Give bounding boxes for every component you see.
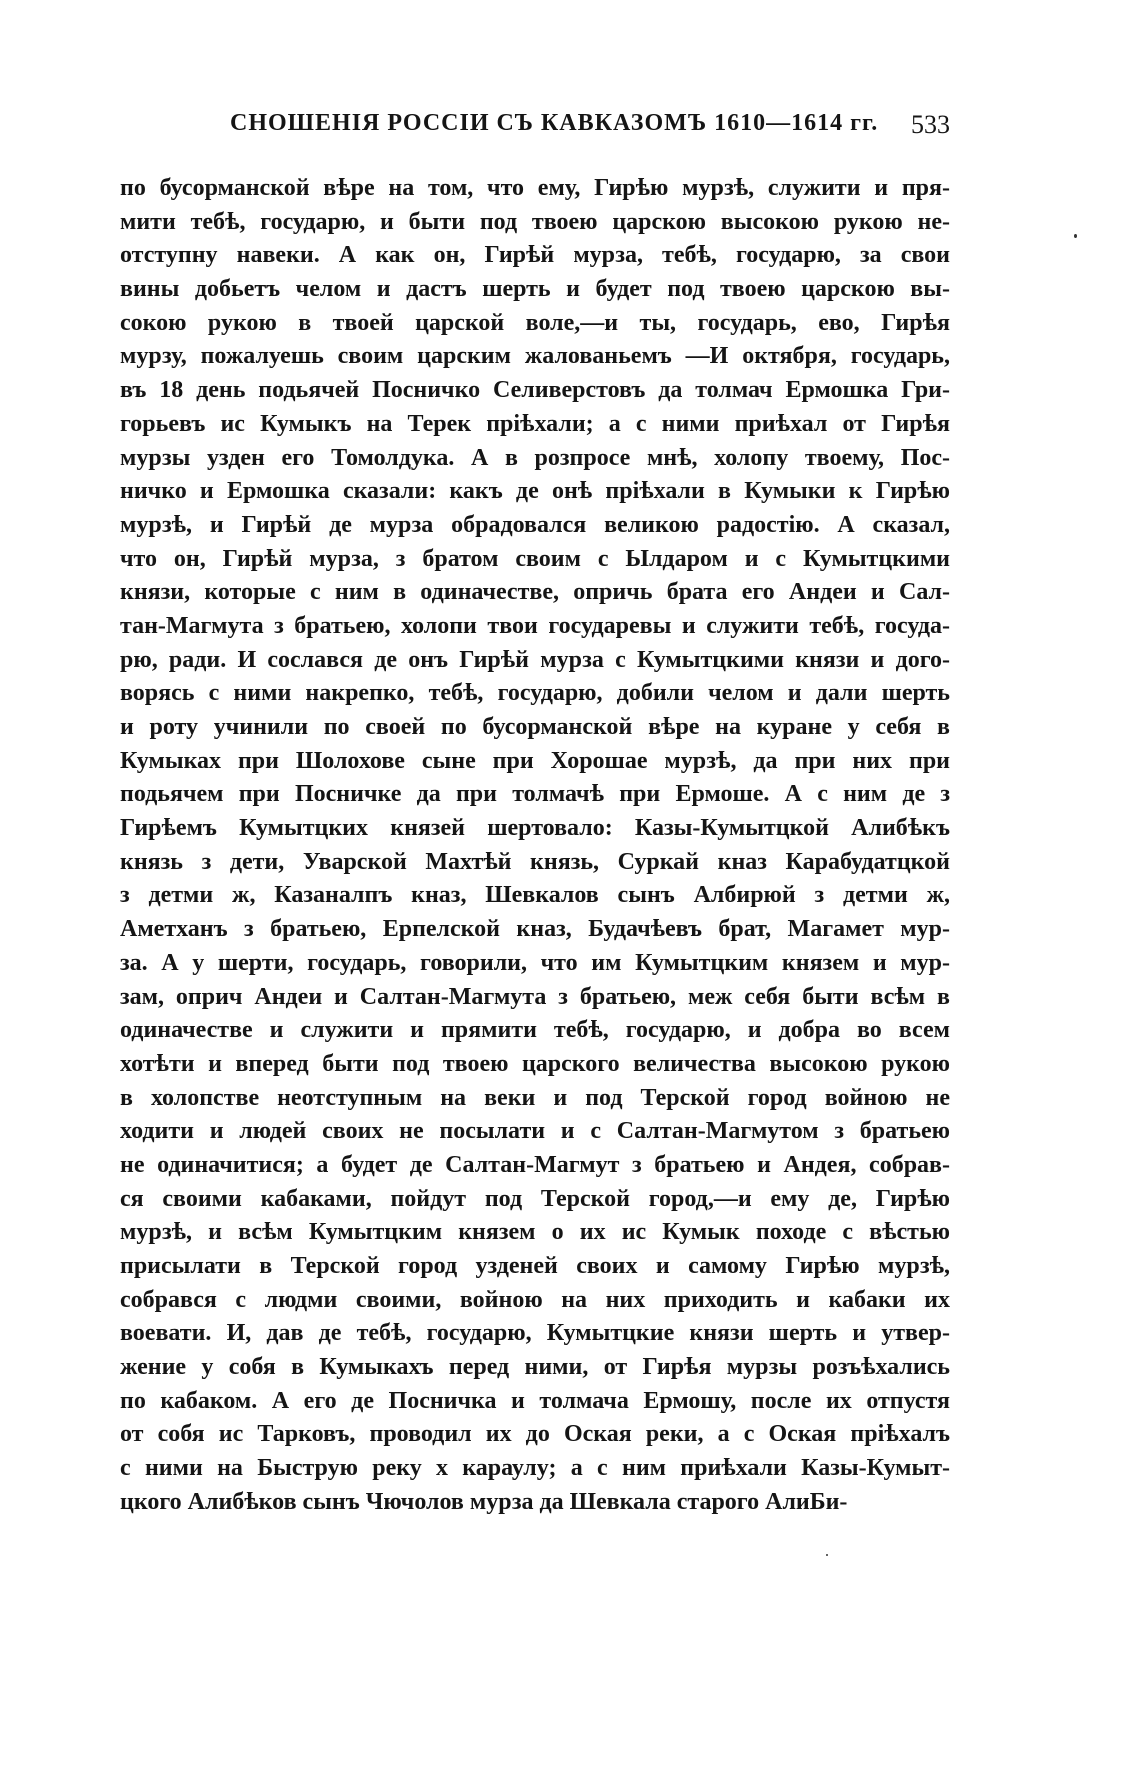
text-line: и роту учинили по своей по бусорманской вѣре на куране у себя в xyxy=(120,714,950,740)
text-line: воевати. И, дав де тебѣ, государю, Кумытцкие князи шерть и утвер- xyxy=(120,1320,950,1347)
text-line: сокою рукою в твоей царской воле,—и ты, государь, ево, Гирѣя xyxy=(120,309,950,336)
text-line: мити тебѣ, государю, и быти под твоею царскою высокою рукою не- xyxy=(120,208,950,235)
text-line: въ 18 день подьячей Посничко Селиверстовъ да толмач Ермошка Гри- xyxy=(120,377,950,404)
text-line: ходити и людей своих не посылати и с Салтан-Магмутом з братьею xyxy=(120,1118,950,1145)
text-line: что он, Гирѣй мурза, з братом своим с Ылдаром и с Кумытцкими xyxy=(120,545,950,572)
text-line: рю, ради. И сослався де онъ Гирѣй мурза с Кумытцкими князи и дого- xyxy=(120,646,950,673)
text-line: горьевъ ис Кумыкъ на Терек пріѣхали; а с ними приѣхал от Гирѣя xyxy=(120,410,950,437)
text-line: мурзѣ, и всѣм Кумытцким князем о их ис Кумык походе с вѣстью xyxy=(120,1219,950,1246)
page-number: 533 xyxy=(911,110,950,139)
text-line: собрався с людми своими, войною на них приходить и кабаки их xyxy=(120,1286,950,1313)
text-line: Кумыках при Шолохове сыне при Хорошае мурзѣ, да при них при xyxy=(120,747,950,774)
text-line: мурзѣ, и Гирѣй де мурза обрадовался великою радостію. А сказал, xyxy=(120,511,950,538)
text-line: в холопстве неотступным на веки и под Терской город войною не xyxy=(120,1084,950,1111)
text-line: жение у собя в Кумыкахъ перед ними, от Гирѣя мурзы розъѣхались xyxy=(120,1354,950,1381)
text-line: вины добьетъ челом и дастъ шерть и будет под твоею царскою вы- xyxy=(120,276,950,303)
text-line: тан-Магмута з братьею, холопи твои государевы и служити тебѣ, госуда- xyxy=(120,612,950,639)
text-line: от собя ис Тарковъ, проводил их до Оская реки, а с Оская пріѣхалъ xyxy=(120,1421,950,1448)
text-line: мурзу, пожалуешь своим царским жалованьемъ —И октября, государь, xyxy=(120,343,950,370)
text-line: ся своими кабаками, пойдут под Терской город,—и ему де, Гирѣю xyxy=(120,1185,950,1212)
text-line: цкого Алибѣков сынъ Чючолов мурза да Шевкала старого АлиБи- xyxy=(120,1488,848,1515)
text-line: не одиначитися; а будет де Салтан-Магмут з братьею и Андея, собрав- xyxy=(120,1151,950,1178)
text-line: хотѣти и вперед быти под твоею царского величества высокою рукою xyxy=(120,1050,950,1077)
text-line: мурзы узден его Томолдука. А в розпросе мнѣ, холопу твоему, Пос- xyxy=(120,444,950,471)
text-line: отступну навеки. А как он, Гирѣй мурза, тебѣ, государю, за свои xyxy=(120,242,950,269)
running-head xyxy=(120,110,950,154)
text-line: за. А у шерти, государь, говорили, что им Кумытцким князем и мур- xyxy=(120,949,950,976)
ink-speck xyxy=(826,1554,828,1556)
running-title: СНОШЕНІЯ РОССІИ СЪ КАВКАЗОМЪ 1610—1614 гг. xyxy=(230,110,879,136)
text-line: князи, которые с ним в одиначестве, опричь брата его Андеи и Сал- xyxy=(120,579,950,606)
text-line: князь з дети, Уварской Махтѣй князь, Суркай кназ Карабудатцкой xyxy=(120,848,950,875)
text-line: одиначестве и служити и прямити тебѣ, государю, и добра во всем xyxy=(120,1017,950,1044)
text-line: ворясь с ними накрепко, тебѣ, государю, добили челом и дали шерть xyxy=(120,680,950,707)
ink-speck xyxy=(1074,234,1077,238)
text-line: по бусорманской вѣре на том, что ему, Гирѣю мурзѣ, служити и пря- xyxy=(120,175,950,201)
text-line: зам, оприч Андеи и Салтан-Магмута з братьею, меж себя быти всѣм в xyxy=(120,983,950,1010)
text-line: подьячем при Посничке да при толмачѣ при Ермоше. А с ним де з xyxy=(120,781,950,808)
text-line: ничко и Ермошка сказали: какъ де онѣ пріѣхали в Кумыки к Гирѣю xyxy=(120,478,950,505)
text-line: с ними на Быструю реку х караулу; а с ним приѣхали Казы-Кумыт- xyxy=(120,1455,950,1482)
text-line: по кабаком. А его де Посничка и толмача Ермошу, после их отпустя xyxy=(120,1387,950,1414)
text-line: Аметханъ з братьею, Ерпелской кназ, Будачѣевъ брат, Магамет мур- xyxy=(120,916,950,943)
text-line: Гирѣемъ Кумытцких князей шертовало: Казы-Кумытцкой Алибѣкъ xyxy=(120,815,950,842)
text-line: присылати в Терской город узденей своих и самому Гирѣю мурзѣ, xyxy=(120,1253,950,1279)
text-line: з детми ж, Казаналпъ кназ, Шевкалов сынъ Албирюй з детми ж, xyxy=(120,882,950,909)
body-text xyxy=(120,172,950,1520)
